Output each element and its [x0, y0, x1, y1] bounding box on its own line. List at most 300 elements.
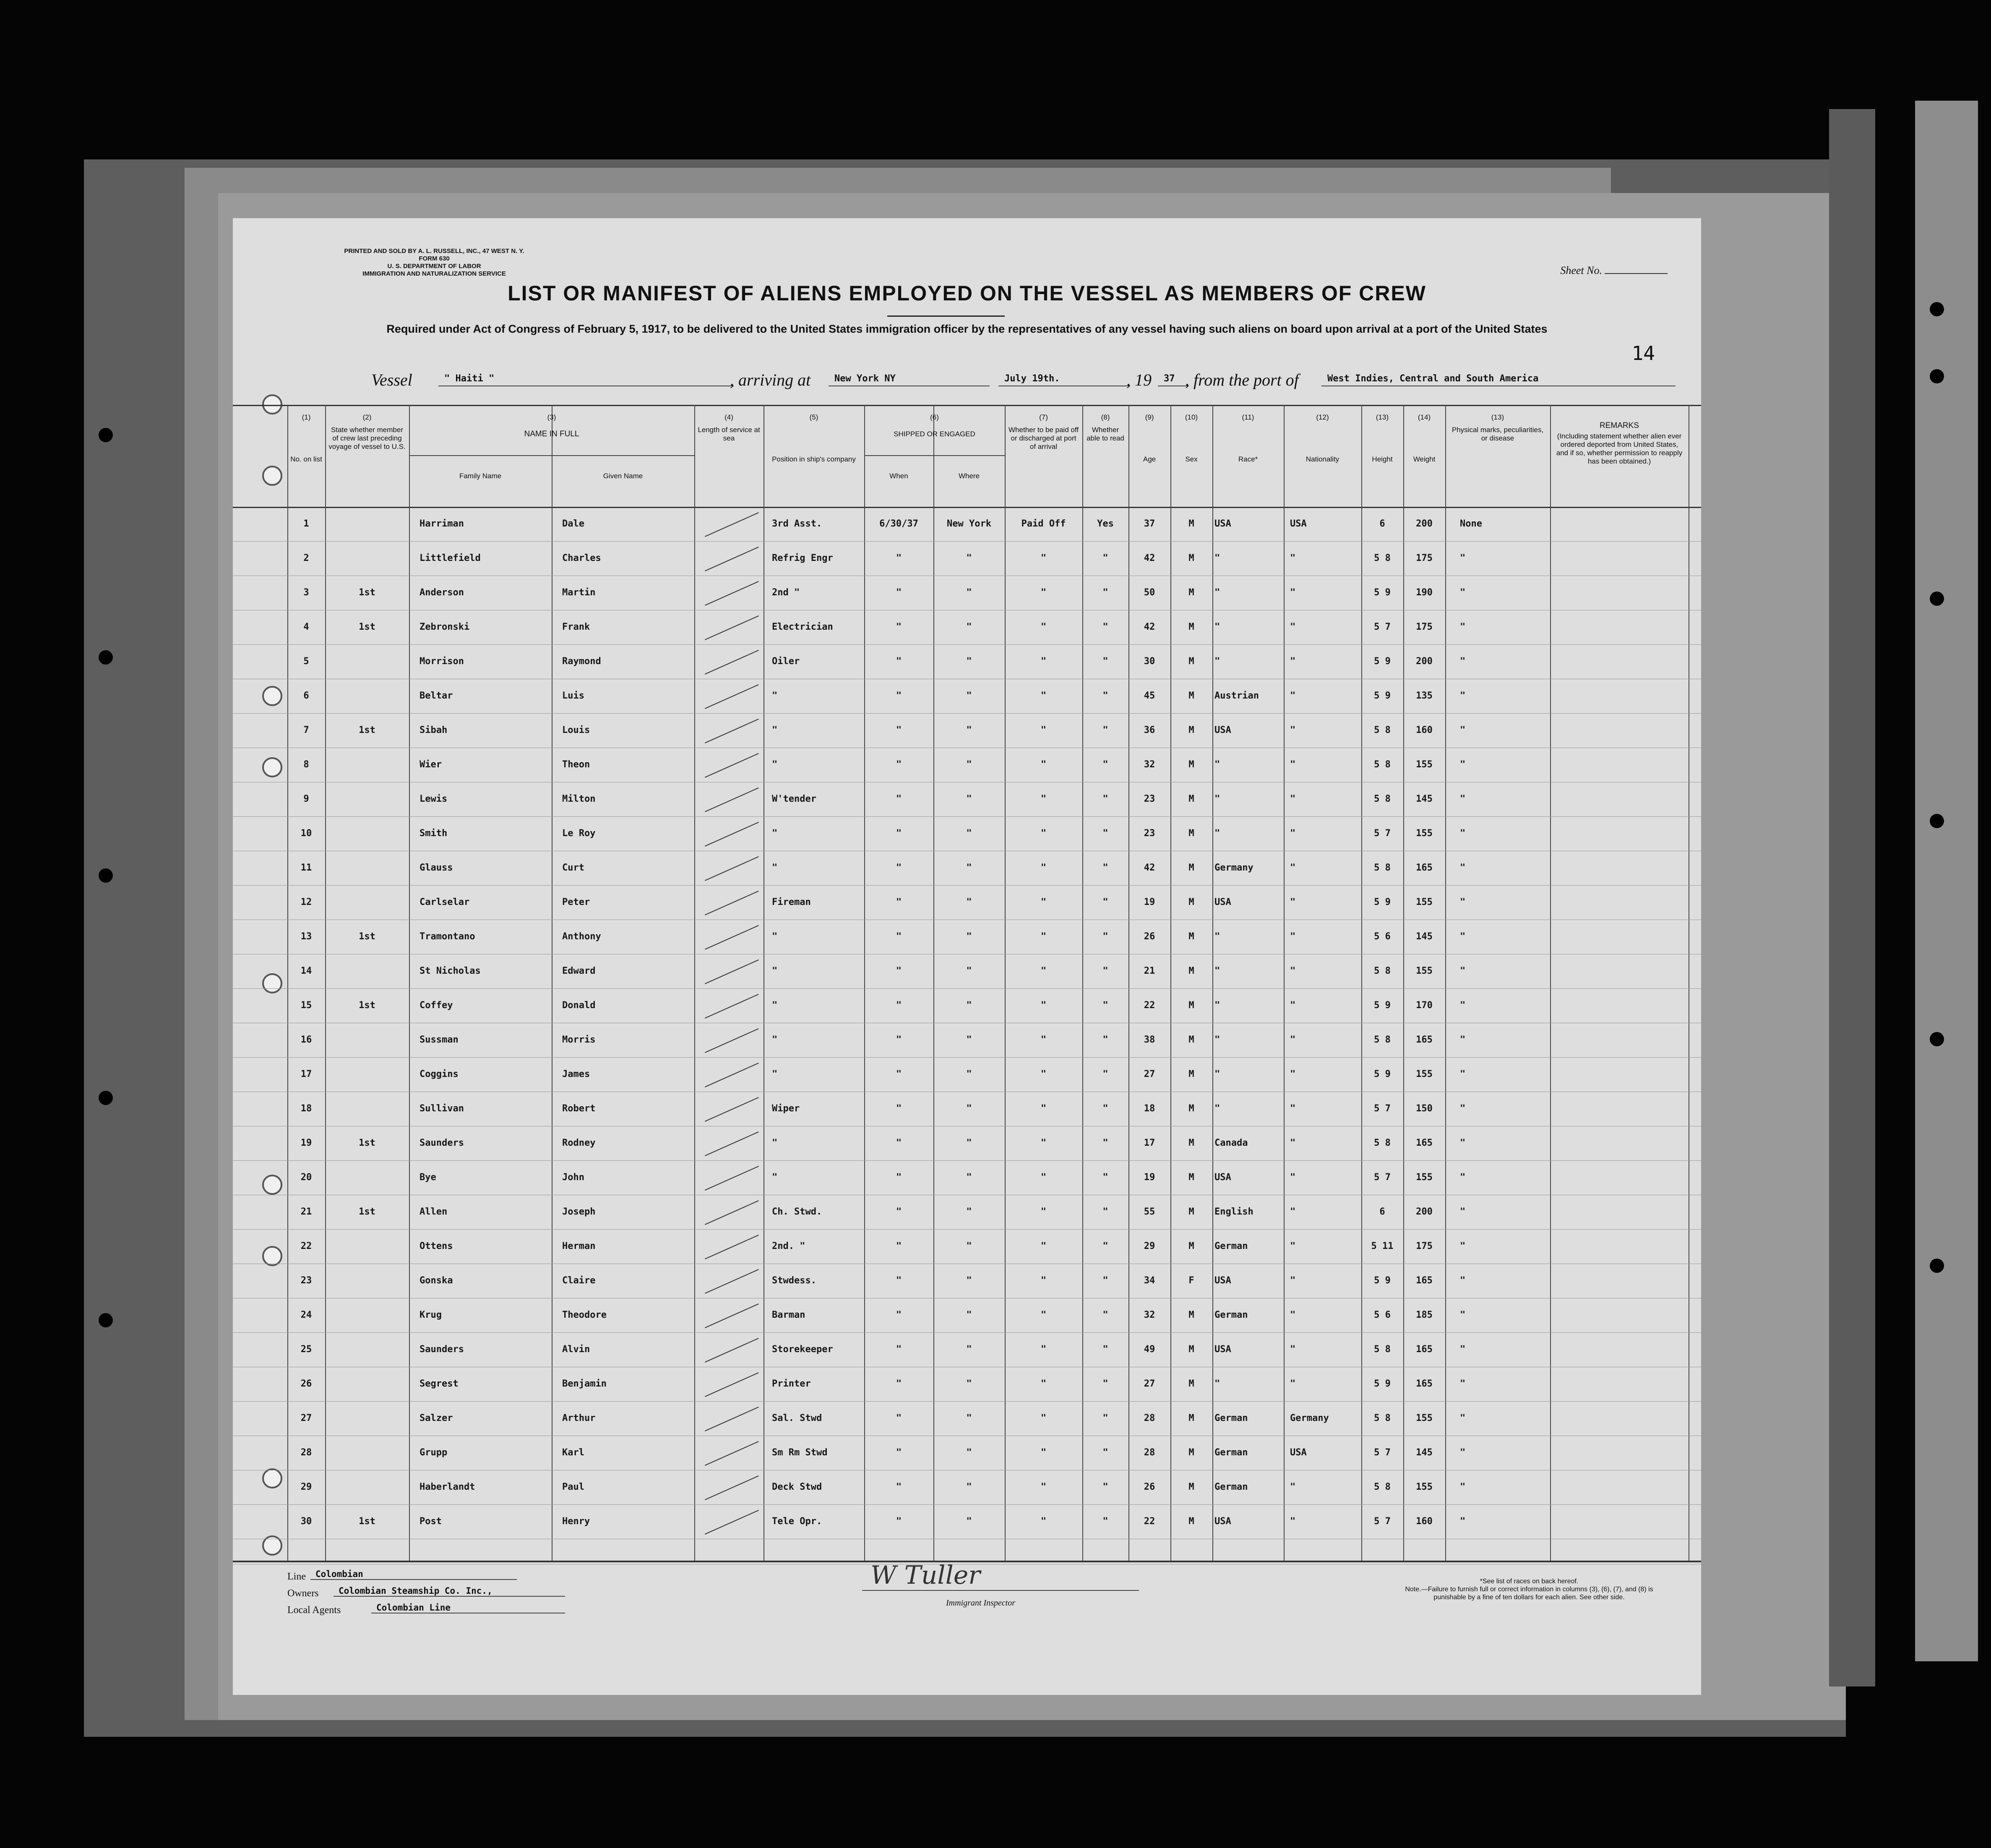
cell-position: Sal. Stwd: [772, 1413, 822, 1423]
cell-weight: 155: [1416, 828, 1433, 839]
cell-when: 6/30/37: [879, 519, 918, 529]
cell-sex: M: [1188, 622, 1194, 632]
binder-strip: [1915, 101, 1978, 1661]
cell-nat: ": [1290, 759, 1296, 770]
cell-read: ": [1102, 553, 1108, 563]
cell-position: ": [772, 1138, 778, 1148]
department-name: U. S. DEPARTMENT OF LABOR: [387, 263, 481, 270]
cell-height: 5 8: [1374, 966, 1391, 976]
cell-read: ": [1102, 794, 1108, 804]
cell-given: Donald: [562, 1000, 596, 1011]
cell-height: 5 9: [1374, 1275, 1391, 1286]
punch-hole: [262, 1175, 282, 1195]
length-of-service-mark: [705, 547, 759, 571]
sheet-number-label: Sheet No.: [1560, 264, 1602, 276]
length-of-service-mark: [705, 1269, 759, 1294]
cell-age: 18: [1144, 1103, 1155, 1114]
cell-sex: M: [1188, 1241, 1194, 1251]
cell-no: 25: [300, 1344, 312, 1355]
cell-race: USA: [1214, 1275, 1231, 1286]
cell-marks: ": [1460, 656, 1466, 667]
cell-weight: 175: [1416, 1241, 1433, 1251]
cell-nat: ": [1290, 622, 1296, 632]
cell-where: ": [966, 1310, 972, 1320]
cell-where: ": [966, 1241, 972, 1251]
cell-read: ": [1102, 1103, 1108, 1114]
cell-age: 26: [1144, 931, 1155, 942]
cell-marks: ": [1460, 1310, 1466, 1320]
cell-read: ": [1102, 725, 1108, 735]
cell-where: ": [966, 1103, 972, 1114]
cell-paid: ": [1040, 1344, 1047, 1355]
cell-where: ": [966, 1035, 972, 1045]
cell-sex: M: [1188, 1035, 1194, 1045]
cell-given: Karl: [562, 1447, 584, 1458]
column-number: (8): [1101, 413, 1110, 421]
table-row: [233, 644, 1701, 645]
inspector-signature: W Tuller: [870, 1561, 980, 1590]
column-number: (14): [1418, 413, 1431, 421]
vessel-label: Vessel: [371, 370, 412, 389]
cell-when: ": [896, 759, 902, 770]
local-agents-field: Colombian Line: [371, 1603, 565, 1613]
column-number: (13): [1491, 413, 1504, 421]
cell-given: Theon: [562, 759, 590, 770]
cell-sex: M: [1188, 1413, 1194, 1423]
cell-family: Sussman: [420, 1035, 459, 1045]
length-of-service-mark: [705, 1131, 759, 1156]
cell-age: 22: [1144, 1516, 1155, 1527]
cell-family: Coggins: [420, 1069, 459, 1079]
cell-marks: ": [1460, 725, 1466, 735]
cell-when: ": [896, 587, 902, 598]
cell-nat: ": [1290, 1138, 1296, 1148]
cell-family: Beltar: [420, 691, 453, 701]
cell-marks: ": [1460, 622, 1466, 632]
cell-where: ": [966, 1413, 972, 1423]
cell-race: USA: [1214, 519, 1231, 529]
cell-prev: 1st: [359, 1207, 375, 1217]
cell-no: 16: [300, 1035, 312, 1045]
column-subheader: Where: [958, 472, 980, 480]
cell-nat: ": [1290, 1000, 1296, 1011]
length-of-service-mark: [705, 1372, 759, 1397]
cell-no: 30: [300, 1516, 312, 1527]
cell-marks: ": [1460, 1482, 1466, 1492]
cell-weight: 165: [1416, 1379, 1433, 1389]
cell-nat: ": [1290, 897, 1296, 907]
cell-nat: ": [1290, 1103, 1296, 1114]
cell-nat: ": [1290, 553, 1296, 563]
cell-family: Grupp: [420, 1447, 448, 1458]
cell-read: ": [1102, 1241, 1108, 1251]
cell-sex: M: [1188, 1482, 1194, 1492]
length-of-service-mark: [705, 1407, 759, 1431]
cell-when: ": [896, 1516, 902, 1527]
cell-marks: ": [1460, 828, 1466, 839]
column-header: Whether able to read: [1087, 426, 1124, 442]
cell-position: 2nd ": [772, 587, 800, 598]
table-row: [233, 1160, 1701, 1161]
cell-age: 27: [1144, 1069, 1155, 1079]
cell-sex: M: [1188, 1379, 1194, 1389]
cell-nat: USA: [1290, 519, 1307, 529]
cell-age: 28: [1144, 1413, 1155, 1423]
cell-sex: M: [1188, 1310, 1194, 1320]
cell-age: 42: [1144, 863, 1155, 873]
cell-nat: Germany: [1290, 1413, 1329, 1423]
cell-marks: ": [1460, 897, 1466, 907]
cell-no: 8: [303, 759, 309, 770]
vessel-name-field: " Haiti ": [438, 373, 734, 386]
cell-no: 18: [300, 1103, 312, 1114]
cell-given: Herman: [562, 1241, 596, 1251]
cell-family: Tramontano: [420, 931, 475, 942]
cell-position: ": [772, 1000, 778, 1011]
cell-position: Barman: [772, 1310, 805, 1320]
cell-paid: ": [1040, 553, 1047, 563]
cell-race: ": [1214, 553, 1220, 563]
column-rule: [694, 405, 695, 1561]
cell-where: ": [966, 1069, 972, 1079]
cell-when: ": [896, 1172, 902, 1183]
cell-paid: ": [1040, 1000, 1047, 1011]
cell-read: ": [1102, 1172, 1108, 1183]
length-of-service-mark: [705, 1028, 759, 1053]
cell-read: ": [1102, 1482, 1108, 1492]
cell-position: ": [772, 966, 778, 976]
cell-given: Peter: [562, 897, 590, 907]
cell-paid: ": [1040, 863, 1047, 873]
table-row: [233, 1401, 1701, 1402]
cell-paid: ": [1040, 1516, 1047, 1527]
cell-family: Krug: [420, 1310, 442, 1320]
cell-sex: M: [1188, 1447, 1194, 1458]
cell-when: ": [896, 1379, 902, 1389]
cell-paid: ": [1040, 1447, 1047, 1458]
cell-position: Deck Stwd: [772, 1482, 822, 1492]
cell-nat: ": [1290, 1172, 1296, 1183]
column-header: SHIPPED OR ENGAGED: [894, 430, 975, 438]
column-number: (10): [1185, 413, 1198, 421]
arrival-year-field: 37: [1158, 373, 1189, 386]
cell-race: ": [1214, 931, 1220, 942]
cell-read: ": [1102, 897, 1108, 907]
cell-where: ": [966, 1482, 972, 1492]
cell-position: Stwdess.: [772, 1275, 816, 1286]
cell-height: 5 7: [1374, 1172, 1391, 1183]
cell-sex: F: [1188, 1275, 1194, 1286]
column-subheader: When: [889, 472, 908, 480]
column-number: (9): [1145, 413, 1154, 421]
cell-family: Glauss: [420, 863, 453, 873]
cell-sex: M: [1188, 897, 1194, 907]
cell-when: ": [896, 1000, 902, 1011]
cell-family: Allen: [420, 1207, 448, 1217]
cell-prev: 1st: [359, 931, 375, 942]
cell-family: Saunders: [420, 1344, 464, 1355]
cell-read: ": [1102, 828, 1108, 839]
cell-nat: ": [1290, 1035, 1296, 1045]
cell-height: 5 8: [1374, 794, 1391, 804]
cell-paid: ": [1040, 1207, 1047, 1217]
binder-strip: [1829, 109, 1875, 1686]
sheet-number-blank: [1605, 273, 1668, 274]
cell-weight: 135: [1416, 691, 1433, 701]
manifest-sheet: [233, 218, 1701, 1695]
column-header: Sex: [1185, 455, 1198, 463]
cell-paid: ": [1040, 587, 1047, 598]
cell-weight: 200: [1416, 1207, 1433, 1217]
cell-nat: ": [1290, 794, 1296, 804]
length-of-service-mark: [705, 1338, 759, 1363]
cell-weight: 165: [1416, 1275, 1433, 1286]
cell-age: 19: [1144, 897, 1155, 907]
cell-family: Haberlandt: [420, 1482, 475, 1492]
cell-where: ": [966, 1172, 972, 1183]
binder-hole: [99, 428, 113, 442]
cell-where: ": [966, 1379, 972, 1389]
table-row: [233, 816, 1701, 817]
cell-no: 4: [303, 622, 309, 632]
cell-position: Ch. Stwd.: [772, 1207, 822, 1217]
cell-prev: 1st: [359, 1000, 375, 1011]
title-rule: [887, 315, 1005, 317]
column-number: (2): [362, 413, 372, 421]
cell-where: ": [966, 1516, 972, 1527]
cell-given: Raymond: [562, 656, 601, 667]
cell-position: Sm Rm Stwd: [772, 1447, 828, 1458]
punch-hole: [262, 1246, 282, 1266]
cell-read: ": [1102, 622, 1108, 632]
cell-family: Post: [420, 1516, 442, 1527]
cell-height: 5 8: [1374, 1344, 1391, 1355]
cell-nat: ": [1290, 1241, 1296, 1251]
cell-height: 5 8: [1374, 1138, 1391, 1148]
cell-sex: M: [1188, 1344, 1194, 1355]
cell-marks: ": [1460, 1207, 1466, 1217]
cell-given: Claire: [562, 1275, 596, 1286]
cell-when: ": [896, 863, 902, 873]
owners-field: Colombian Steamship Co. Inc.,: [334, 1586, 565, 1597]
cell-position: ": [772, 725, 778, 735]
cell-weight: 145: [1416, 794, 1433, 804]
cell-race: USA: [1214, 725, 1231, 735]
cell-where: ": [966, 897, 972, 907]
cell-position: ": [772, 931, 778, 942]
cell-paid: ": [1040, 1275, 1047, 1286]
cell-marks: ": [1460, 1275, 1466, 1286]
cell-position: Printer: [772, 1379, 811, 1389]
cell-when: ": [896, 1103, 902, 1114]
cell-paid: ": [1040, 897, 1047, 907]
cell-given: Luis: [562, 691, 584, 701]
column-header: NAME IN FULL: [524, 430, 579, 438]
cell-race: USA: [1214, 1172, 1231, 1183]
cell-nat: ": [1290, 1069, 1296, 1079]
cell-given: Martin: [562, 587, 596, 598]
cell-nat: ": [1290, 828, 1296, 839]
service-name: IMMIGRATION AND NATURALIZATION SERVICE: [362, 270, 506, 277]
cell-paid: ": [1040, 1138, 1047, 1148]
cell-age: 21: [1144, 966, 1155, 976]
cell-when: ": [896, 1035, 902, 1045]
cell-where: ": [966, 759, 972, 770]
cell-height: 5 7: [1374, 622, 1391, 632]
cell-read: ": [1102, 1516, 1108, 1527]
length-of-service-mark: [705, 1200, 759, 1225]
cell-nat: ": [1290, 1310, 1296, 1320]
cell-weight: 165: [1416, 863, 1433, 873]
cell-no: 3: [303, 587, 309, 598]
cell-age: 36: [1144, 725, 1155, 735]
cell-no: 17: [300, 1069, 312, 1079]
cell-given: Edward: [562, 966, 596, 976]
cell-sex: M: [1188, 1103, 1194, 1114]
cell-weight: 155: [1416, 897, 1433, 907]
cell-age: 38: [1144, 1035, 1155, 1045]
cell-marks: ": [1460, 1000, 1466, 1011]
length-of-service-mark: [705, 994, 759, 1019]
cell-weight: 190: [1416, 587, 1433, 598]
cell-height: 5 6: [1374, 931, 1391, 942]
cell-given: Theodore: [562, 1310, 607, 1320]
cell-paid: ": [1040, 1103, 1047, 1114]
cell-race: ": [1214, 656, 1220, 667]
cell-weight: 165: [1416, 1344, 1433, 1355]
cell-position: ": [772, 1035, 778, 1045]
cell-given: Paul: [562, 1482, 584, 1492]
cell-age: 37: [1144, 519, 1155, 529]
column-number: (3): [547, 413, 556, 421]
cell-position: W'tender: [772, 794, 816, 804]
punch-hole: [262, 686, 282, 706]
cell-paid: ": [1040, 725, 1047, 735]
cell-where: ": [966, 1344, 972, 1355]
cell-age: 22: [1144, 1000, 1155, 1011]
penalty-note: Note.—Failure to furnish full or correct information in columns (3), (6), (7), and (8) is punishable by a fine of ten dollars for each alien. See other side.: [1405, 1586, 1653, 1601]
cell-position: Fireman: [772, 897, 811, 907]
cell-no: 13: [300, 931, 312, 942]
header-subrule: [409, 455, 694, 456]
cell-read: ": [1102, 931, 1108, 942]
owners-label: Owners: [287, 1588, 319, 1599]
cell-given: Rodney: [562, 1138, 596, 1148]
cell-position: ": [772, 759, 778, 770]
cell-height: 5 7: [1374, 1447, 1391, 1458]
length-of-service-mark: [705, 1063, 759, 1087]
vessel-info-line: [371, 370, 1672, 399]
cell-marks: ": [1460, 1516, 1466, 1527]
table-row: [233, 713, 1701, 714]
cell-given: Benjamin: [562, 1379, 607, 1389]
cell-age: 34: [1144, 1275, 1155, 1286]
cell-position: Wiper: [772, 1103, 800, 1114]
cell-no: 21: [300, 1207, 312, 1217]
cell-no: 22: [300, 1241, 312, 1251]
cell-where: ": [966, 691, 972, 701]
length-of-service-mark: [705, 787, 759, 812]
cell-no: 10: [300, 828, 312, 839]
length-of-service-mark: [705, 719, 759, 743]
cell-height: 5 9: [1374, 656, 1391, 667]
cell-height: 5 6: [1374, 1310, 1391, 1320]
form-number: FORM 630: [419, 255, 450, 262]
cell-marks: ": [1460, 1241, 1466, 1251]
length-of-service-mark: [705, 891, 759, 915]
cell-sex: M: [1188, 794, 1194, 804]
cell-when: ": [896, 656, 902, 667]
cell-when: ": [896, 966, 902, 976]
cell-when: ": [896, 1310, 902, 1320]
cell-age: 42: [1144, 622, 1155, 632]
cell-age: 50: [1144, 587, 1155, 598]
cell-family: Sibah: [420, 725, 448, 735]
cell-race: ": [1214, 966, 1220, 976]
cell-age: 23: [1144, 828, 1155, 839]
cell-race: German: [1214, 1310, 1248, 1320]
cell-no: 20: [300, 1172, 312, 1183]
cell-marks: ": [1460, 1172, 1466, 1183]
cell-no: 26: [300, 1379, 312, 1389]
cell-no: 15: [300, 1000, 312, 1011]
cell-paid: ": [1040, 966, 1047, 976]
cell-marks: ": [1460, 1103, 1466, 1114]
cell-no: 6: [303, 691, 309, 701]
length-of-service-mark: [705, 650, 759, 675]
cell-sex: M: [1188, 1516, 1194, 1527]
cell-age: 55: [1144, 1207, 1155, 1217]
cell-nat: ": [1290, 587, 1296, 598]
cell-weight: 145: [1416, 1447, 1433, 1458]
cell-where: ": [966, 828, 972, 839]
binder-hole: [1930, 1032, 1944, 1046]
cell-height: 5 9: [1374, 587, 1391, 598]
cell-weight: 155: [1416, 759, 1433, 770]
cell-position: ": [772, 828, 778, 839]
cell-weight: 155: [1416, 1482, 1433, 1492]
cell-when: ": [896, 725, 902, 735]
cell-family: Sullivan: [420, 1103, 464, 1114]
cell-no: 12: [300, 897, 312, 907]
cell-nat: ": [1290, 656, 1296, 667]
cell-when: ": [896, 794, 902, 804]
cell-height: 5 7: [1374, 1516, 1391, 1527]
cell-nat: ": [1290, 931, 1296, 942]
cell-family: Lewis: [420, 794, 448, 804]
cell-nat: ": [1290, 966, 1296, 976]
cell-when: ": [896, 1482, 902, 1492]
cell-age: 32: [1144, 1310, 1155, 1320]
cell-read: Yes: [1097, 519, 1114, 529]
cell-race: ": [1214, 1035, 1220, 1045]
cell-family: Bye: [420, 1172, 436, 1183]
cell-family: Gonska: [420, 1275, 453, 1286]
cell-paid: ": [1040, 1035, 1047, 1045]
cell-position: ": [772, 863, 778, 873]
column-subheader: Given Name: [603, 472, 643, 480]
punch-hole: [262, 757, 282, 777]
cell-weight: 160: [1416, 725, 1433, 735]
binder-hole: [1930, 369, 1944, 383]
printer-imprint: [275, 248, 594, 278]
cell-race: USA: [1214, 1344, 1231, 1355]
binder-hole: [99, 1091, 113, 1105]
cell-height: 5 9: [1374, 897, 1391, 907]
cell-when: ": [896, 1413, 902, 1423]
cell-when: ": [896, 931, 902, 942]
column-header: Physical marks, peculiarities, or disease: [1452, 426, 1544, 442]
